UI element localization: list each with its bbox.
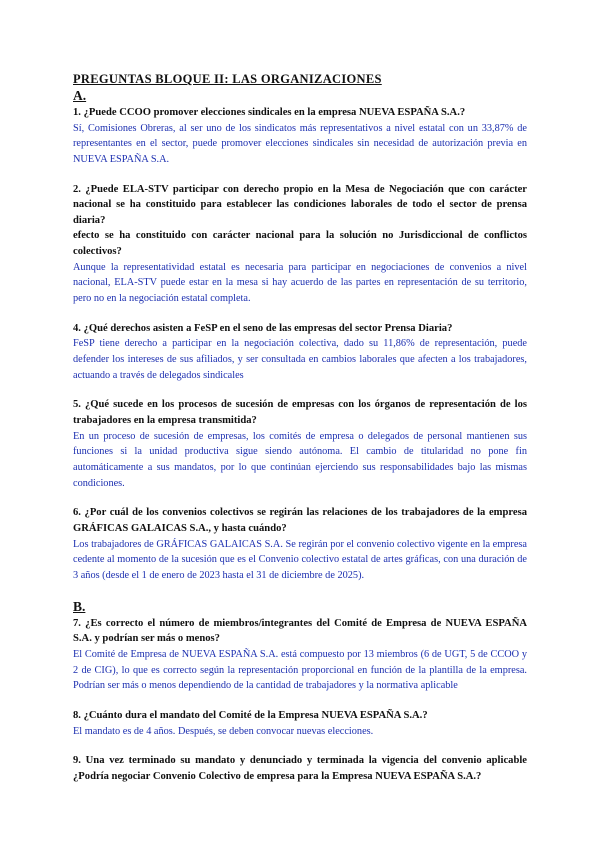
question-9: 9. Una vez terminado su mandato y denunciado y terminada la vigencia del convenio aplicable ¿Podría negociar Convenio Colectivo de empresa para la Empresa NUEVA ESPAÑA S.A.? [73, 755, 527, 782]
answer-7: El Comité de Empresa de NUEVA ESPAÑA S.A. está compuesto por 13 miembros (6 de UGT, 5 de CCOO y 2 de CIG), lo que es correcto según la representación proporcional en función de la plantilla de la empresa. Podrían ser más o menos dependiendo de la cantidad de trabajadores y la normativa aplicable [73, 648, 527, 692]
question-6: 6. ¿Por cuál de los convenios colectivos se regirán las relaciones de los trabajadores de la empresa GRÁFICAS GALAICAS S.A., y hasta cuándo? [73, 507, 527, 535]
document-page [73, 72, 527, 799]
question-block-2 [73, 182, 527, 307]
answer-4: FeSP tiene derecho a participar en la negociación colectiva, dado su 11,86% de representación, puede defender los intereses de sus afiliados, y ser consultada en cambios laborales que afecten a los trabajadores, actuando a través de delegados sindicales [73, 338, 527, 381]
question-8: 8. ¿Cuánto dura el mandato del Comité de la Empresa NUEVA ESPAÑA S.A.? [73, 710, 428, 722]
question-block-1 [73, 105, 527, 168]
document-title: PREGUNTAS BLOQUE II: LAS ORGANIZACIONES [73, 72, 382, 86]
answer-2: Aunque la representatividad estatal es necesaria para participar en negociaciones de convenios a nivel nacional, ELA-STV puede estar en la mesa si hay acuerdo de las partes en representación de su territorio, pero no en la negociación estatal completa. [73, 261, 527, 305]
answer-5: En un proceso de sucesión de empresas, los comités de empresa o delegados de personal mantienen sus funciones si la unidad productiva sigue siendo autónoma. El cambio de titularidad no pone fin automáticamente a sus mandatos, por lo que continúan ejerciendo sus responsabilidades bajo las mismas condiciones. [73, 430, 527, 489]
question-2-continuation: efecto se ha constituido con carácter nacional para la solución no Jurisdiccional de conflictos colectivos? [73, 230, 527, 258]
question-block-6 [73, 505, 527, 583]
question-block-9 [73, 753, 527, 784]
question-5: 5. ¿Qué sucede en los procesos de sucesión de empresas con los órganos de representación de los trabajadores en la empresa transmitida? [73, 399, 527, 427]
question-1: 1. ¿Puede CCOO promover elecciones sindicales en la empresa NUEVA ESPAÑA S.A.? [73, 107, 466, 118]
question-4: 4. ¿Qué derechos asisten a FeSP en el seno de las empresas del sector Prensa Diaria? [73, 322, 453, 334]
answer-1: Sí, Comisiones Obreras, al ser uno de los sindicatos más representativos a nivel estatal con un 33,87% de representantes en el sector, puede promover elecciones sindicales sin necesidad de autorización previa en NUEVA ESPAÑA S.A. [73, 122, 527, 165]
answer-6: Los trabajadores de GRÁFICAS GALAICAS S.A. Se regirán por el convenio colectivo vigente en la empresa cedente al momento de la sucesión que es el Convenio colectivo estatal de artes gráficas, con una duración de 3 años (desde el 1 de enero de 2023 hasta el 31 de diciembre de 2025). [73, 538, 527, 582]
section-a-label: A. [73, 88, 87, 103]
question-block-8 [73, 708, 527, 739]
section-b-label: B. [73, 598, 86, 614]
question-7: 7. ¿Es correcto el número de miembros/integrantes del Comité de Empresa de NUEVA ESPAÑA S.A. y podrían ser más o menos? [73, 617, 527, 645]
answer-8: El mandato es de 4 años. Después, se deben convocar nuevas elecciones. [73, 725, 374, 737]
question-block-7 [73, 616, 527, 694]
question-block-4 [73, 321, 527, 384]
question-block-5 [73, 397, 527, 491]
question-2: 2. ¿Puede ELA-STV participar con derecho propio en la Mesa de Negociación que con carácter nacional se ha constituido para establecer las condiciones laborales de todo el sector de prensa diaria? [73, 183, 527, 226]
